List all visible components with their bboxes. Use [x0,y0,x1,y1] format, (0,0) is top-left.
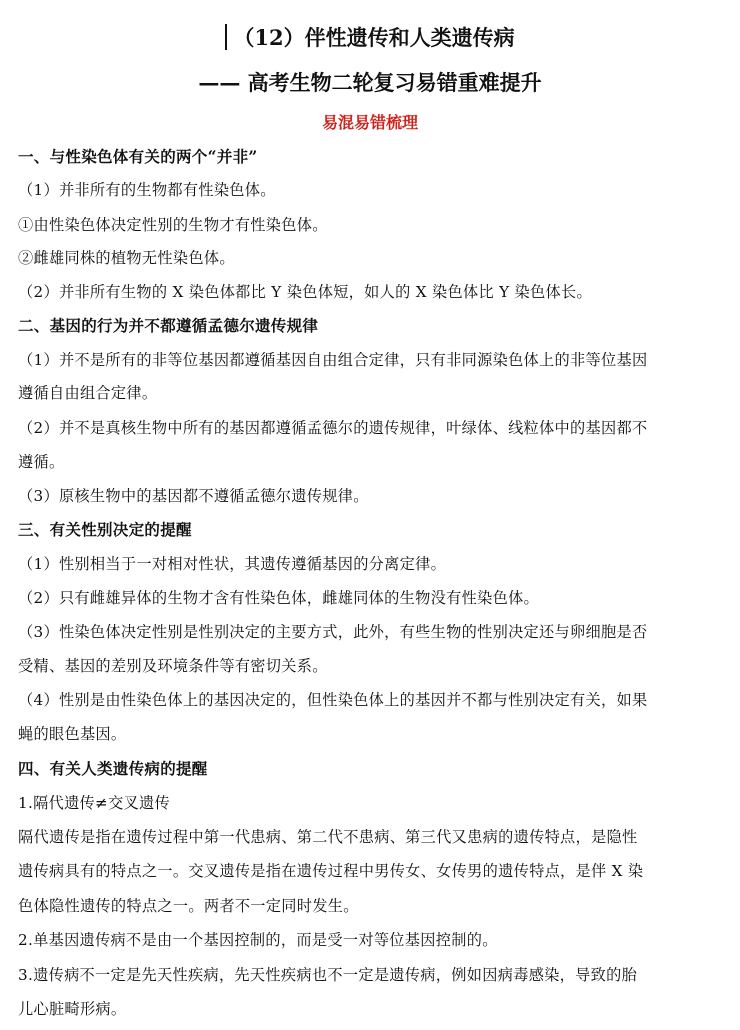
paragraph-line: 1.隔代遗传≠交叉遗传 [18,794,171,812]
paragraph-line: 受精、基因的差别及环境条件等有密切关系。 [18,657,328,675]
paragraph-line: （1）并非所有的生物都有性染色体。 [18,181,276,199]
document-subtitle: —— 高考生物二轮复习易错重难提升 [198,70,542,95]
heading-1: 一、与性染色体有关的两个“并非” [18,147,258,166]
document-title [0,22,740,52]
paragraph-line: （2）并不是真核生物中所有的基因都遵循孟德尔的遗传规律，叶绿体、线粒体中的基因都不 [18,419,648,437]
paragraph-line: 隔代遗传是指在遗传过程中第一代患病、第二代不患病、第三代又患病的遗传特点，是隐性 [18,828,638,846]
paragraph-line: 儿心脏畸形病。 [18,1000,127,1018]
paragraph-line: （4）性别是由性染色体上的基因决定的，但性染色体上的基因并不都与性别决定有关，如果 [18,691,648,709]
paragraph-line: 遵循自由组合定律。 [18,384,158,402]
paragraph-line: （1）并不是所有的非等位基因都遵循基因自由组合定律，只有非同源染色体上的非等位基因 [18,351,648,369]
section-label-red: 易混易错梳理 [321,113,418,132]
paragraph-line: （2）并非所有生物的 X 染色体都比 Y 染色体短，如人的 X 染色体比 Y 染色体长。 [18,283,592,301]
heading-4: 四、有关人类遗传病的提醒 [18,759,208,778]
paragraph-line: 色体隐性遗传的特点之一。两者不一定同时发生。 [18,897,359,915]
title-bar-marker [225,24,227,50]
paragraph-line: 蝇的眼色基因。 [18,725,127,743]
paragraph-line: 遵循。 [18,453,65,471]
document-title-text: （12）伴性遗传和人类遗传病 [233,25,515,50]
heading-2: 二、基因的行为并不都遵循孟德尔遗传规律 [18,316,319,335]
paragraph-line: ②雌雄同株的植物无性染色体。 [18,249,235,267]
paragraph-line: （3）性染色体决定性别是性别决定的主要方式，此外，有些生物的性别决定还与卵细胞是否 [18,623,648,641]
paragraph-line: 3.遗传病不一定是先天性疾病，先天性疾病也不一定是遗传病，例如因病毒感染，导致的胎 [18,966,638,984]
paragraph-line: ①由性染色体决定性别的生物才有性染色体。 [18,216,328,234]
paragraph-line: （3）原核生物中的基因都不遵循孟德尔遗传规律。 [18,487,369,505]
paragraph-line: 2.单基因遗传病不是由一个基因控制的，而是受一对等位基因控制的。 [18,931,498,949]
paragraph-line: （2）只有雌雄异体的生物才含有性染色体，雌雄同体的生物没有性染色体。 [18,589,540,607]
paragraph-line: （1）性别相当于一对相对性状，其遗传遵循基因的分离定律。 [18,555,447,573]
heading-3: 三、有关性别决定的提醒 [18,520,192,539]
paragraph-line: 遗传病具有的特点之一。交叉遗传是指在遗传过程中男传女、女传男的遗传特点，是伴 X 染 [18,862,644,880]
